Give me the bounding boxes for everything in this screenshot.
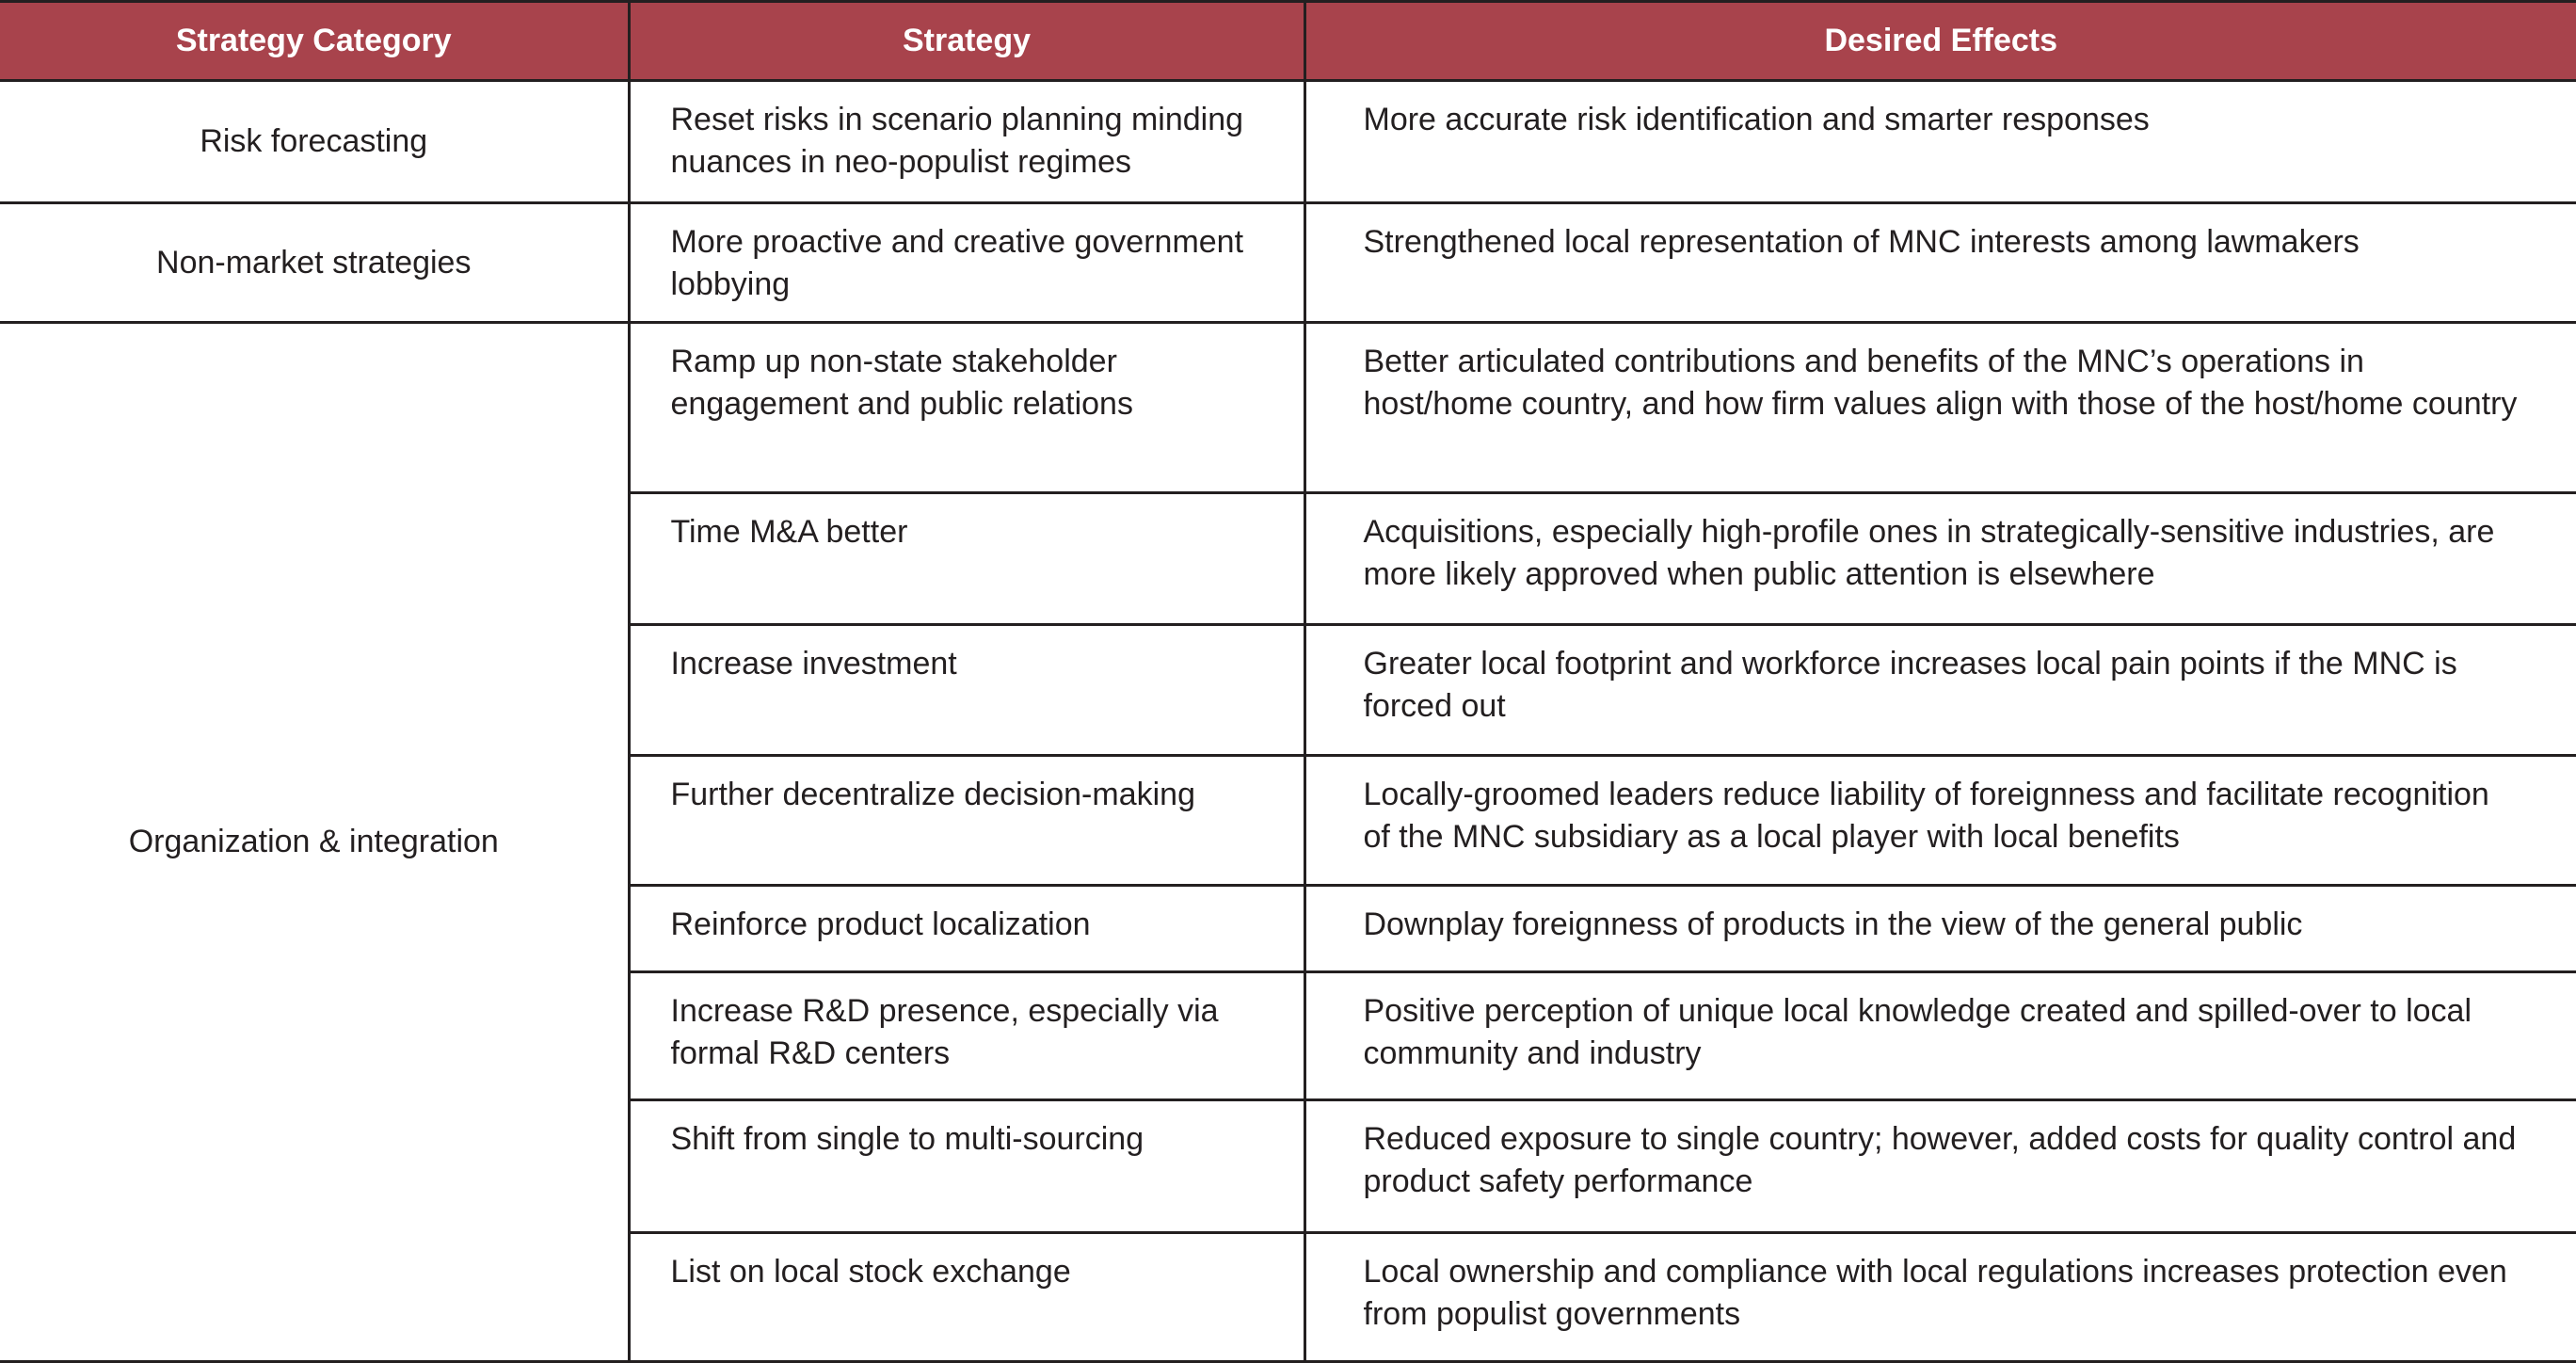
table-row <box>0 323 2576 493</box>
category-cell <box>0 323 629 1362</box>
strategy-cell: More proactive and creative government lobbying <box>629 203 1304 323</box>
effect-cell: Better articulated contributions and benefits of the MNC’s operations in host/home country, and how firm values align with those of the host/home country <box>1304 323 2576 493</box>
category-cell <box>0 203 629 323</box>
strategy-cell: Further decentralize decision-making <box>629 756 1304 886</box>
effect-cell: Local ownership and compliance with local regulations increases protection even from populist governments <box>1304 1233 2576 1362</box>
effect-cell: Downplay foreignness of products in the view of the general public <box>1304 886 2576 972</box>
category-label: Organization & integration <box>128 824 499 859</box>
effect-cell: Acquisitions, especially high-profile ones in strategically-sensitive industries, are more likely approved when public attention is elsewhere <box>1304 493 2576 625</box>
strategy-cell: Time M&A better <box>629 493 1304 625</box>
header-strategy: Strategy <box>629 2 1304 81</box>
effect-cell: Strengthened local representation of MNC interests among lawmakers <box>1304 203 2576 323</box>
table-header <box>0 2 2576 81</box>
category-cell <box>0 81 629 203</box>
category-label: Non-market strategies <box>156 244 472 281</box>
strategy-cell: Reset risks in scenario planning minding nuances in neo-populist regimes <box>629 81 1304 203</box>
table-body <box>0 81 2576 1362</box>
strategy-cell: List on local stock exchange <box>629 1233 1304 1362</box>
strategy-cell: Ramp up non-state stakeholder engagement and public relations <box>629 323 1304 493</box>
table-row <box>0 203 2576 323</box>
effect-cell: Locally-groomed leaders reduce liability of foreignness and facilitate recognition of the MNC subsidiary as a local player with local benefits <box>1304 756 2576 886</box>
strategy-cell: Shift from single to multi-sourcing <box>629 1100 1304 1233</box>
strategy-cell: Increase R&D presence, especially via formal R&D centers <box>629 972 1304 1100</box>
category-label: Risk forecasting <box>200 123 428 159</box>
strategy-cell: Increase investment <box>629 625 1304 756</box>
effect-cell: Greater local footprint and workforce increases local pain points if the MNC is forced out <box>1304 625 2576 756</box>
header-desired-effects: Desired Effects <box>1304 2 2576 81</box>
effect-cell: Reduced exposure to single country; however, added costs for quality control and product safety performance <box>1304 1100 2576 1233</box>
header-row <box>0 2 2576 81</box>
effect-cell: Positive perception of unique local knowledge created and spilled-over to local community and industry <box>1304 972 2576 1100</box>
header-strategy-category: Strategy Category <box>0 2 629 81</box>
effect-cell: More accurate risk identification and smarter responses <box>1304 81 2576 203</box>
table-row <box>0 81 2576 203</box>
strategy-cell: Reinforce product localization <box>629 886 1304 972</box>
